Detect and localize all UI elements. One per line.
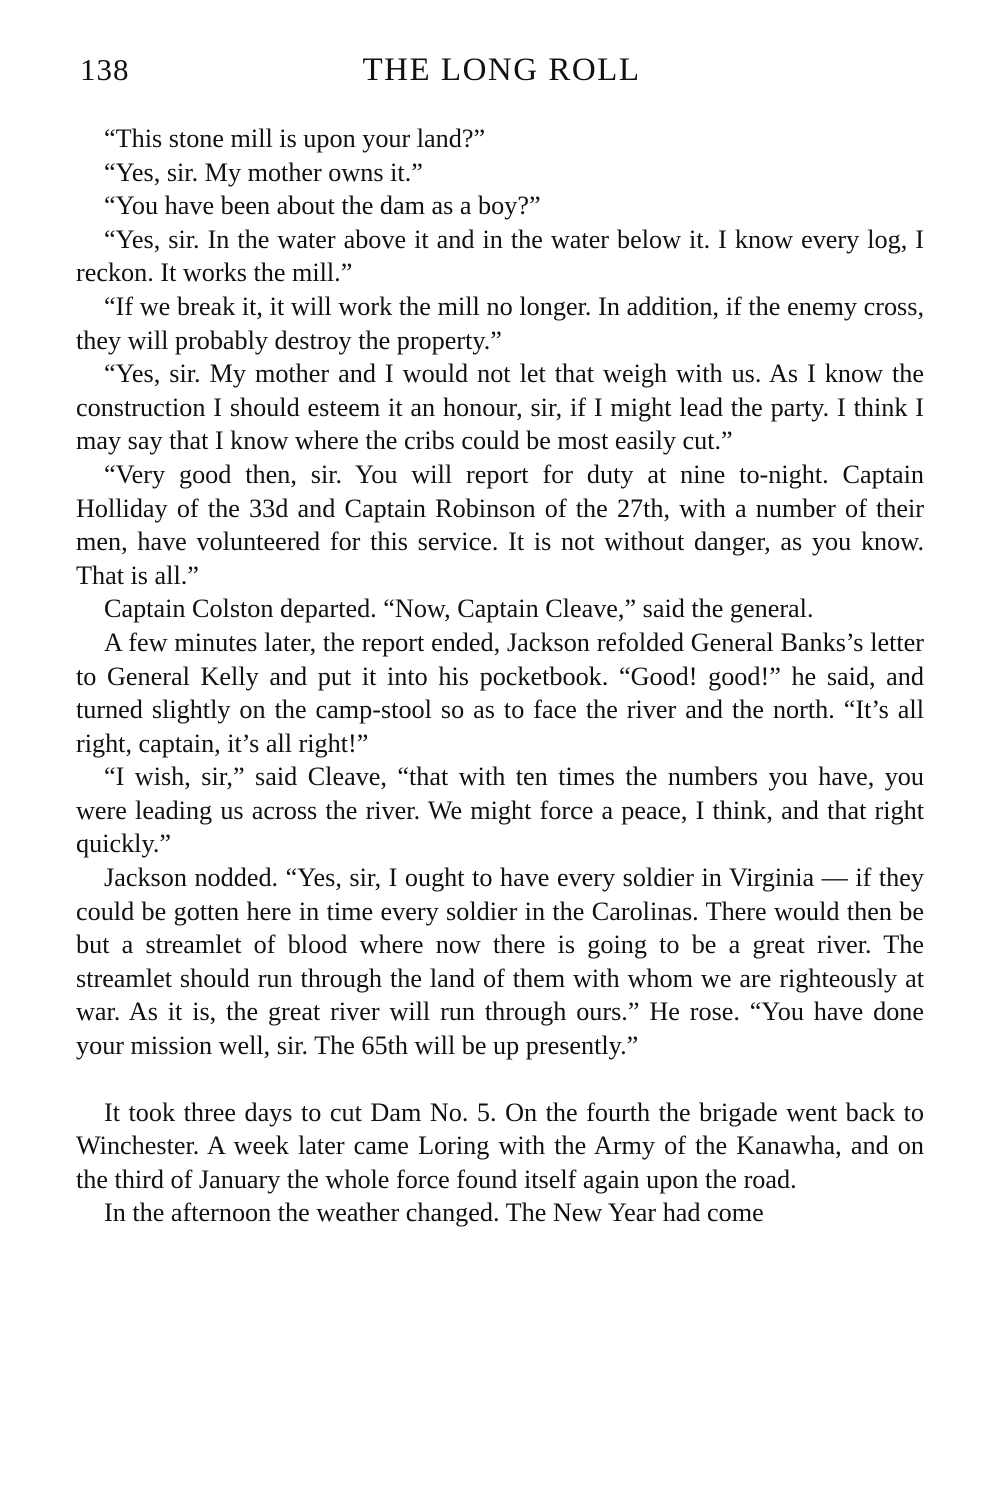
paragraph: Jackson nodded. “Yes, sir, I ought to have every soldier in Virginia — if they could be gotten here in time every soldier in the Carolinas. There would then be but a streamlet of blood where now there is going to be a great river. The streamlet should run through the land of them with whom we are righteously at war. As it is, the great river will run through ours.” He rose. “You have done your mission well, sir. The 65th will be up presently.”: [76, 863, 924, 1061]
paragraph: “Yes, sir. My mother and I would not let that weigh with us. As I know the construction I should esteem it an honour, sir, if I might lead the party. I think I may say that I know where the cribs could be most easily cut.”: [76, 359, 924, 456]
paragraph: “Yes, sir. My mother owns it.”: [104, 157, 423, 187]
paragraph: “You have been about the dam as a boy?”: [104, 191, 541, 221]
running-head: [80, 52, 923, 102]
paragraph: A few minutes later, the report ended, Jackson refolded General Banks’s letter to General Kelly and put it into his pocketbook. “Good! good!” he said, and turned slightly on the camp-stool so as to face the river and the north. “It’s all right, captain, it’s all right!”: [76, 627, 924, 758]
paragraph: It took three days to cut Dam No. 5. On the fourth the brigade went back to Winchester. A week later came Loring with the Army of the Kanawha, and on the third of January the whole force found itself again upon the road.: [76, 1097, 924, 1194]
paragraph: “Very good then, sir. You will report for duty at nine to-night. Captain Holliday of the 33d and Captain Robinson of the 27th, with a number of their men, have volunteered for this service. It is not without danger, as you know. That is all.”: [76, 459, 924, 590]
page-number: 138: [80, 52, 130, 87]
paragraph: In the afternoon the weather changed. The New Year had come: [104, 1198, 764, 1228]
paragraph: “If we break it, it will work the mill no longer. In addition, if the enemy cross, they will probably destroy the property.”: [76, 291, 924, 355]
body-text: [76, 122, 924, 1230]
paragraph: “This stone mill is upon your land?”: [104, 124, 486, 153]
paragraph: “Yes, sir. In the water above it and in the water below it. I know every log, I reckon. It works the mill.”: [76, 224, 924, 288]
paragraph: “I wish, sir,” said Cleave, “that with ten times the numbers you have, you were leading us across the river. We might force a peace, I think, and that right quickly.”: [76, 762, 924, 859]
running-title: THE LONG ROLL: [362, 52, 641, 88]
paragraph: Captain Colston departed. “Now, Captain Cleave,” said the general.: [104, 594, 814, 624]
